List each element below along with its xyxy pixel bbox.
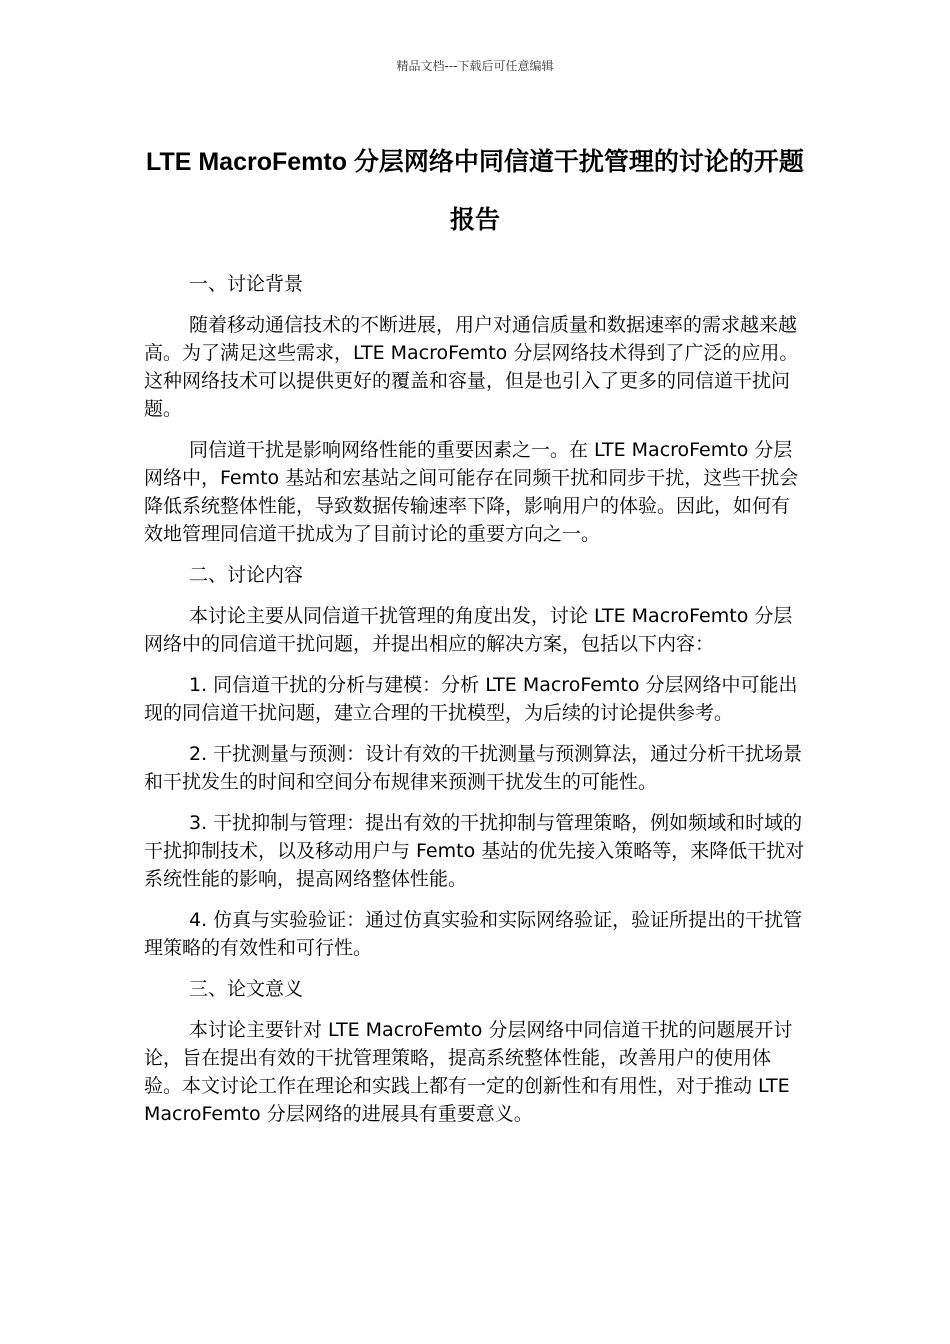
list-item: 1. 同信道干扰的分析与建模：分析 LTE MacroFemto 分层网络中可能出现的同信道干扰问题，建立合理的干扰模型，为后续的讨论提供参考。 xyxy=(144,674,798,724)
header-note: 精品文档---下载后可任意编辑 xyxy=(396,59,554,73)
list-item: 2. 干扰测量与预测：设计有效的干扰测量与预测算法，通过分析干扰场景和干扰发生的时间和空间分布规律来预测干扰发生的可能性。 xyxy=(144,743,803,793)
paragraph: 本讨论主要针对 LTE MacroFemto 分层网络中同信道干扰的问题展开讨论，旨在提出有效的干扰管理策略，提高系统整体性能，改善用户的使用体验。本文讨论工作在理论和实践上都有一定的创新性和有用性，对于推动 LTE MacroFemto 分层网络的进展具有重要意义。 xyxy=(144,1019,793,1125)
document-title: LTE MacroFemto 分层网络中同信道干扰管理的讨论的开题报告 xyxy=(146,148,804,234)
paragraph: 随着移动通信技术的不断进展，用户对通信质量和数据速率的需求越来越高。为了满足这些需求，LTE MacroFemto 分层网络技术得到了广泛的应用。这种网络技术可以提供更好的覆盖和容量，但是也引入了更多的同信道干扰问题。 xyxy=(144,314,799,420)
section-heading-background: 一、讨论背景 xyxy=(189,273,304,295)
paragraph: 同信道干扰是影响网络性能的重要因素之一。在 LTE MacroFemto 分层网络中，Femto 基站和宏基站之间可能存在同频干扰和同步干扰，这些干扰会降低系统整体性能，导致数据传输速率下降，影响用户的体验。因此，如何有效地管理同信道干扰成为了目前讨论的重要方向之一。 xyxy=(144,439,799,545)
list-item: 3. 干扰抑制与管理：提出有效的干扰抑制与管理策略，例如频域和时域的干扰抑制技术，以及移动用户与 Femto 基站的优先接入策略等，来降低干扰对系统性能的影响，提高网络整体性能。 xyxy=(144,812,805,890)
section-heading-content: 二、讨论内容 xyxy=(189,564,304,586)
document-body xyxy=(144,270,808,1141)
list-item: 4. 仿真与实验验证：通过仿真实验和实际网络验证，验证所提出的干扰管理策略的有效性和可行性。 xyxy=(144,909,803,959)
section-heading-significance: 三、论文意义 xyxy=(189,978,304,1000)
paragraph: 本讨论主要从同信道干扰管理的角度出发，讨论 LTE MacroFemto 分层网络中的同信道干扰问题，并提出相应的解决方案，包括以下内容： xyxy=(144,605,793,655)
